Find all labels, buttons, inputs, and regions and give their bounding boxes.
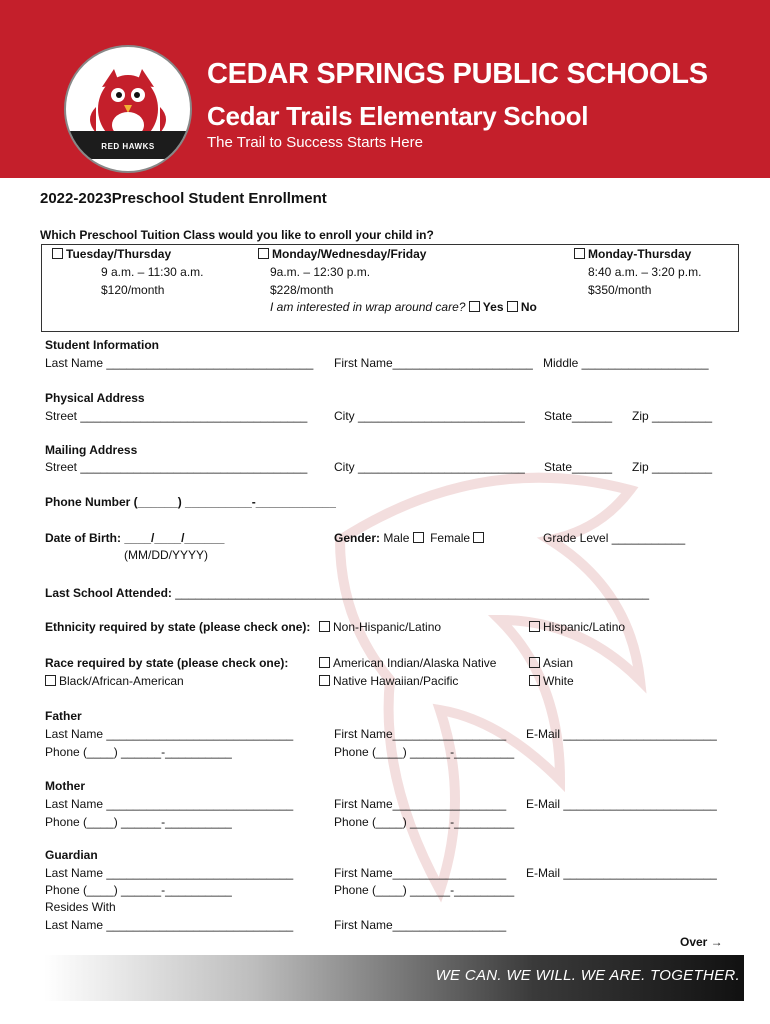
dob-blank[interactable]: ____/____/______	[124, 531, 225, 545]
header-banner	[0, 0, 770, 178]
father-last-name[interactable]: Last Name ____________________________	[45, 727, 294, 741]
option-time: 9 a.m. – 11:30 a.m.	[101, 265, 204, 279]
checkbox[interactable]	[319, 657, 330, 668]
resides-first-name[interactable]: First Name_________________	[334, 918, 507, 932]
checkbox[interactable]	[529, 675, 540, 686]
option-mon-thu[interactable]: Monday-Thursday	[574, 247, 691, 261]
no-label: No	[520, 300, 537, 314]
mailing-zip[interactable]: Zip _________	[632, 460, 713, 474]
checkbox-female[interactable]	[473, 532, 484, 543]
resides-last-name[interactable]: Last Name ____________________________	[45, 918, 294, 932]
checkbox[interactable]	[258, 248, 269, 259]
race-hawaiian[interactable]: Native Hawaiian/Pacific	[319, 674, 458, 688]
tuition-question: Which Preschool Tuition Class would you like to enroll your child in?	[40, 228, 434, 242]
mailing-heading: Mailing Address	[45, 443, 138, 457]
checkbox-male[interactable]	[413, 532, 424, 543]
mother-heading: Mother	[45, 779, 85, 793]
race-asian[interactable]: Asian	[529, 656, 573, 670]
logo-text: RED HAWKS	[101, 142, 155, 151]
footer-motto: WE CAN. WE WILL. WE ARE. TOGETHER.	[435, 967, 740, 984]
option-price: $228/month	[270, 283, 334, 297]
father-heading: Father	[45, 709, 82, 723]
mother-phone[interactable]: Phone (____) ______-__________	[45, 815, 232, 829]
form-title: 2022-2023Preschool Student Enrollment	[40, 190, 327, 207]
option-price: $350/month	[588, 283, 652, 297]
gender-label: Gender:	[334, 531, 381, 545]
checkbox[interactable]	[529, 657, 540, 668]
mailing-street[interactable]: Street __________________________________	[45, 460, 308, 474]
school-name: Cedar Trails Elementary School	[207, 101, 589, 131]
guardian-heading: Guardian	[45, 848, 98, 862]
physical-state[interactable]: State______	[544, 409, 613, 423]
guardian-last-name[interactable]: Last Name ____________________________	[45, 866, 294, 880]
race-white[interactable]: White	[529, 674, 574, 688]
race-label: Race required by state (please check one):	[45, 656, 289, 670]
yes-label: Yes	[482, 300, 504, 314]
dob-label[interactable]	[45, 531, 224, 545]
student-heading: Student Information	[45, 338, 159, 352]
mailing-city[interactable]: City _________________________	[334, 460, 525, 474]
physical-city[interactable]: City _________________________	[334, 409, 525, 423]
last-school-blank[interactable]: _______________________________________________________________________	[175, 586, 650, 600]
race-black[interactable]: Black/African-American	[45, 674, 184, 688]
guardian-phone[interactable]: Phone (____) ______-__________	[45, 883, 232, 897]
slogan: The Trail to Success Starts Here	[207, 134, 423, 151]
checkbox[interactable]	[319, 675, 330, 686]
mailing-state[interactable]: State______	[544, 460, 613, 474]
ethnicity-label: Ethnicity required by state (please check one):	[45, 620, 311, 634]
red-hawk-logo-icon	[64, 45, 192, 173]
student-last-name[interactable]: Last Name _______________________________	[45, 356, 314, 370]
male-label: Male	[383, 531, 410, 545]
father-email[interactable]: E-Mail _______________________	[526, 727, 717, 741]
ethnicity-hispanic[interactable]: Hispanic/Latino	[529, 620, 625, 634]
checkbox-yes[interactable]	[469, 301, 480, 312]
option-time: 9a.m. – 12:30 p.m.	[270, 265, 371, 279]
student-middle[interactable]: Middle ___________________	[543, 356, 709, 370]
father-phone[interactable]: Phone (____) ______-__________	[45, 745, 232, 759]
mother-first-name[interactable]: First Name_________________	[334, 797, 507, 811]
ethnicity-non-hispanic[interactable]: Non-Hispanic/Latino	[319, 620, 441, 634]
mother-last-name[interactable]: Last Name ____________________________	[45, 797, 294, 811]
resides-with-label: Resides With	[45, 900, 116, 914]
footer-banner	[44, 955, 744, 1001]
checkbox[interactable]	[574, 248, 585, 259]
last-school-row[interactable]	[45, 586, 649, 600]
option-mon-wed-fri[interactable]: Monday/Wednesday/Friday	[258, 247, 426, 261]
dob-text: Date of Birth:	[45, 531, 121, 545]
checkbox[interactable]	[45, 675, 56, 686]
over-label: Over →	[680, 935, 723, 949]
mother-phone2[interactable]: Phone (____) ______-_________	[334, 815, 515, 829]
wrap-question: I am interested in wrap around care?	[270, 300, 466, 314]
mother-email[interactable]: E-Mail _______________________	[526, 797, 717, 811]
father-phone2[interactable]: Phone (____) ______-_________	[334, 745, 515, 759]
female-label: Female	[430, 531, 471, 545]
option-tue-thu[interactable]: Tuesday/Thursday	[52, 247, 171, 261]
phone-number[interactable]: Phone Number (______) __________-____________	[45, 495, 336, 509]
student-first-name[interactable]: First Name_____________________	[334, 356, 533, 370]
checkbox-no[interactable]	[507, 301, 518, 312]
guardian-phone2[interactable]: Phone (____) ______-_________	[334, 883, 515, 897]
checkbox[interactable]	[529, 621, 540, 632]
checkbox[interactable]	[52, 248, 63, 259]
physical-street[interactable]: Street __________________________________	[45, 409, 308, 423]
grade-level[interactable]: Grade Level ___________	[543, 531, 686, 545]
last-school-label: Last School Attended:	[45, 586, 172, 600]
father-first-name[interactable]: First Name_________________	[334, 727, 507, 741]
wrap-care-row	[270, 300, 537, 314]
gender-row	[334, 531, 487, 545]
option-price: $120/month	[101, 283, 165, 297]
physical-heading: Physical Address	[45, 391, 145, 405]
checkbox[interactable]	[319, 621, 330, 632]
race-american-indian[interactable]: American Indian/Alaska Native	[319, 656, 496, 670]
guardian-email[interactable]: E-Mail _______________________	[526, 866, 717, 880]
physical-zip[interactable]: Zip _________	[632, 409, 713, 423]
district-name: CEDAR SPRINGS PUBLIC SCHOOLS	[207, 58, 708, 90]
guardian-first-name[interactable]: First Name_________________	[334, 866, 507, 880]
dob-format: (MM/DD/YYYY)	[124, 548, 208, 562]
option-time: 8:40 a.m. – 3:20 p.m.	[588, 265, 702, 279]
